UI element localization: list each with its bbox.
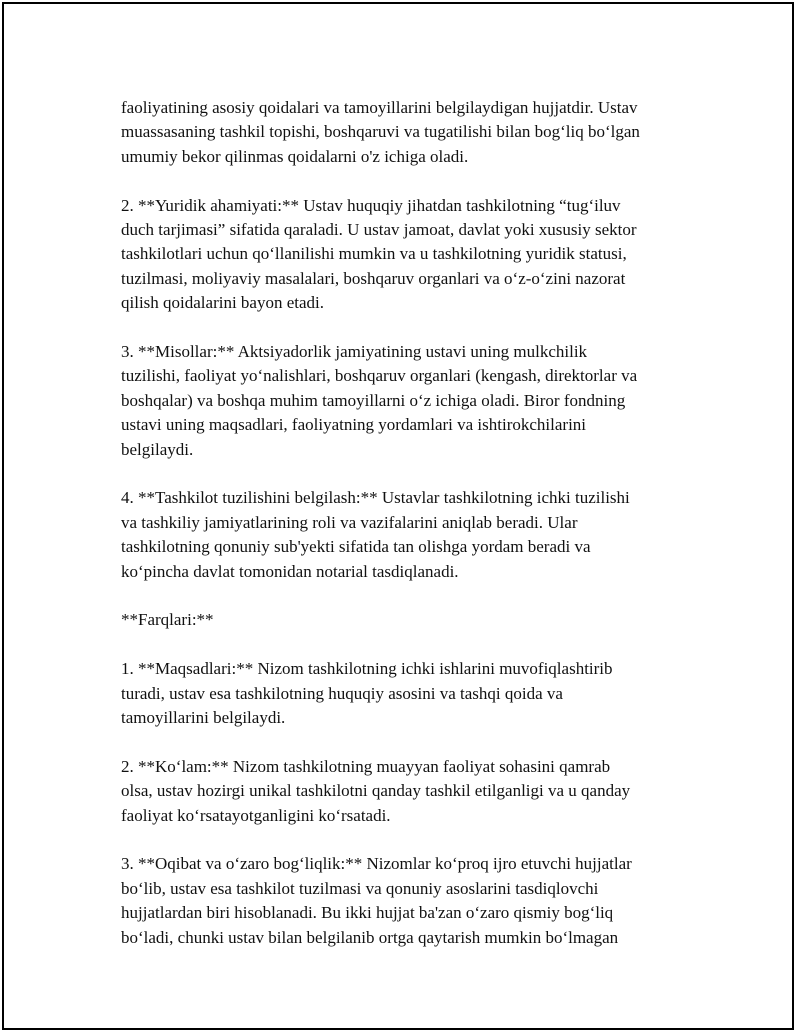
page-frame [2, 2, 794, 1030]
paragraph-difference-scope: 2. **Ko‘lam:** Nizom tashkilotning muayyan faoliyat sohasini qamrab olsa, ustav hozirgi unikal tashkilotni qanday tashkil etilganligi va u qanday faoliyat ko‘rsatayotganligini ko‘rsatadi. [121, 756, 631, 825]
paragraph-structure-definition: 4. **Tashkilot tuzilishini belgilash:** Ustavlar tashkilotning ichki tuzilishi va tashkiliy jamiyatlarining roli va vazifalarini aniqlab beradi. Ular tashkilotning qonuniy sub'yekti sifatida tan olishga yordam beradi va ko‘pincha davlat tomonidan notarial tasdiqlanadi. [121, 488, 630, 581]
paragraph-legal-significance: 2. **Yuridik ahamiyati:** Ustav huquqiy jihatdan tashkilotning “tug‘iluv duch tarjimasi” sifatida qaraladi. U ustav jamoat, davlat yoki xususiy sektor tashkilotlari uchun qo‘llanilishi mumkin va u tashkilotning yuridik statusi, tuzilmasi, moliyaviy masalalari, boshqaruv organlari va o‘z-o‘zini nazorat qilish qoidalarini bayon etadi. [121, 195, 637, 313]
paragraph-intro-continued: faoliyatining asosiy qoidalari va tamoyillarini belgilaydigan hujjatdir. Ustav muassasaning tashkil topishi, boshqaruvi va tugatilishi bilan bog‘liq bo‘lgan umumiy bekor qilinmas qoidalarni o'z ichiga oladi. [121, 98, 640, 166]
paragraph-examples: 3. **Misollar:** Aktsiyadorlik jamiyatining ustavi uning mulkchilik tuzilishi, faoliyat yo‘nalishlari, boshqaruv organlari (kengash, direktorlar va boshqalar) va boshqa muhim tamoyillarni o‘z ichiga oladi. Biror fondning ustavi uning maqsadlari, faoliyatning yordamlari va ishtirokchilarini belgilaydi. [121, 342, 638, 459]
section-heading-differences: **Farqlari:** [121, 610, 214, 630]
document-body [121, 96, 701, 950]
paragraph-difference-interrelation: 3. **Oqibat va o‘zaro bog‘liqlik:** Nizomlar ko‘proq ijro etuvchi hujjatlar bo‘lib, ustav esa tashkilot tuzilmasi va qonuniy asoslarini tasdiqlovchi hujjatlardan biri hisoblanadi. Bu ikki hujjat ba'zan o‘zaro qismiy bog‘liq bo‘ladi, chunki ustav bilan belgilanib ortga qaytarish mumkin bo‘lmagan [121, 854, 632, 947]
paragraph-difference-purposes: 1. **Maqsadlari:** Nizom tashkilotning ichki ishlarini muvofiqlashtirib turadi, ustav esa tashkilotning huquqiy asosini va tashqi qoida va tamoyillarini belgilaydi. [121, 659, 613, 728]
